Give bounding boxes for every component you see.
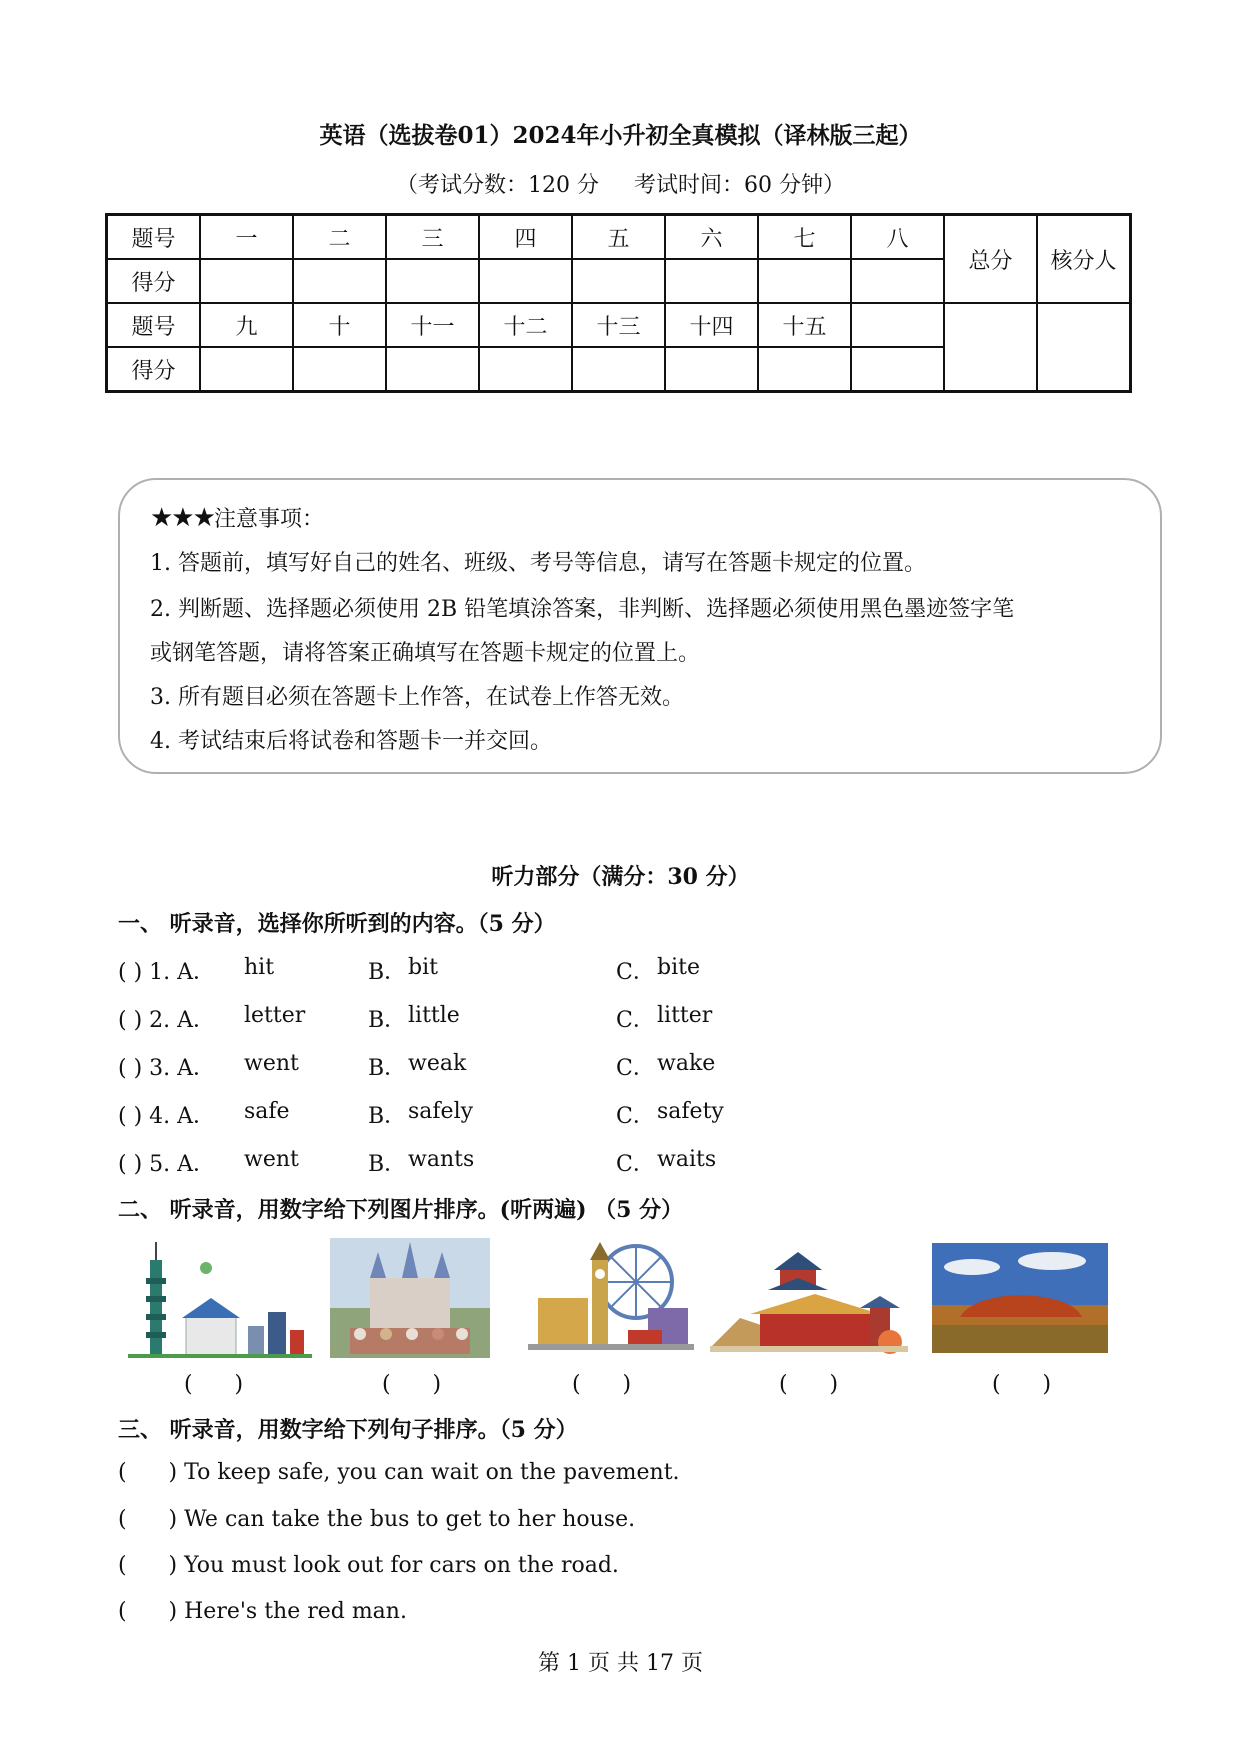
score-cell[interactable] <box>665 347 758 392</box>
option-c-label: C． <box>616 960 655 985</box>
option-b-label: B． <box>368 1104 407 1129</box>
picture-answer-blank[interactable]: ( ) <box>382 1372 442 1397</box>
score-cell[interactable] <box>572 259 665 303</box>
table-cell: 六 <box>665 215 758 260</box>
question-number: ( ) 2. A． <box>118 1008 216 1033</box>
score-cell[interactable] <box>665 259 758 303</box>
option-b-label: B． <box>368 1008 407 1033</box>
option-b[interactable]: little <box>408 1003 460 1028</box>
score-cell[interactable] <box>758 259 851 303</box>
table-cell: 十二 <box>479 303 572 347</box>
table-cell: 十 <box>293 303 386 347</box>
table-cell: 一 <box>200 215 293 260</box>
sentence-item: ( ) You must look out for cars on the road. <box>118 1553 619 1578</box>
disney-castle-image <box>330 1238 490 1358</box>
score-cell[interactable] <box>386 259 479 303</box>
sentence-item: ( ) We can take the bus to get to her house. <box>118 1507 636 1532</box>
notice-item: 3. 所有题目必须在答题卡上作答，在试卷上作答无效。 <box>150 685 684 710</box>
question-number: ( ) 1. A． <box>118 960 216 985</box>
table-row <box>107 303 1131 347</box>
option-c-label: C． <box>616 1008 655 1033</box>
question-number: ( ) 3. A． <box>118 1056 216 1081</box>
part1-heading: 一、 听录音，选择你所听到的内容。（5 分） <box>118 911 556 937</box>
sentence-item: ( ) Here's the red man. <box>118 1599 407 1624</box>
notice-item: 4. 考试结束后将试卷和答题卡一并交回。 <box>150 729 552 754</box>
score-cell[interactable] <box>479 347 572 392</box>
exam-info: （考试分数：120 分 考试时间：60 分钟） <box>396 173 845 198</box>
score-cell[interactable] <box>572 347 665 392</box>
picture-answer-blank[interactable]: ( ) <box>779 1372 839 1397</box>
table-row <box>107 215 1131 260</box>
notice-heading <box>150 502 324 533</box>
option-c[interactable]: litter <box>657 1003 713 1028</box>
table-cell: 四 <box>479 215 572 260</box>
option-c-label: C． <box>616 1104 655 1129</box>
score-cell[interactable] <box>851 259 944 303</box>
option-a[interactable]: went <box>244 1147 299 1172</box>
taipei-skyline-image <box>128 1238 312 1358</box>
option-a[interactable]: went <box>244 1051 299 1076</box>
option-c-label: C． <box>616 1152 655 1177</box>
table-cell: 十一 <box>386 303 479 347</box>
score-table <box>105 213 1132 393</box>
question-number: ( ) 5. A． <box>118 1152 216 1177</box>
table-cell: 五 <box>572 215 665 260</box>
table-cell: 三 <box>386 215 479 260</box>
option-a[interactable]: hit <box>244 955 275 980</box>
option-b[interactable]: bit <box>408 955 438 980</box>
option-b[interactable]: safely <box>408 1099 474 1124</box>
option-c[interactable]: safety <box>657 1099 724 1124</box>
option-b-label: B． <box>368 1152 407 1177</box>
picture-answer-blank[interactable]: ( ) <box>572 1372 632 1397</box>
total-score-cell[interactable] <box>944 303 1037 392</box>
table-cell: 得分 <box>107 259 201 303</box>
picture-answer-blank[interactable]: ( ) <box>184 1372 244 1397</box>
notice-item: 或钢笔答题，请将答案正确填写在答题卡规定的位置上。 <box>150 641 701 666</box>
question-row <box>118 1003 1018 1033</box>
score-cell[interactable] <box>479 259 572 303</box>
question-row <box>118 1099 1018 1129</box>
page-footer: 第 1 页 共 17 页 <box>538 1651 703 1676</box>
table-cell: 十五 <box>758 303 851 347</box>
table-cell: 十四 <box>665 303 758 347</box>
table-cell: 八 <box>851 215 944 260</box>
option-c[interactable]: wake <box>657 1051 716 1076</box>
table-cell: 题号 <box>107 303 201 347</box>
score-cell[interactable] <box>851 347 944 392</box>
section-title: 听力部分（满分：30 分） <box>491 864 750 890</box>
score-cell[interactable] <box>200 347 293 392</box>
score-cell[interactable] <box>386 347 479 392</box>
table-cell: 七 <box>758 215 851 260</box>
checker-header: 核分人 <box>1037 215 1131 304</box>
table-cell: 九 <box>200 303 293 347</box>
beijing-landmarks-image <box>710 1238 908 1358</box>
table-cell: 得分 <box>107 347 201 392</box>
sentence-item: ( ) To keep safe, you can wait on the pavement. <box>118 1460 680 1485</box>
score-cell[interactable] <box>293 347 386 392</box>
option-a[interactable]: safe <box>244 1099 290 1124</box>
table-cell <box>851 303 944 347</box>
table-cell: 题号 <box>107 215 201 260</box>
option-c-label: C． <box>616 1056 655 1081</box>
table-cell: 二 <box>293 215 386 260</box>
page-title: 英语（选拔卷01）2024年小升初全真模拟（译林版三起） <box>319 122 922 149</box>
total-score-header: 总分 <box>944 215 1037 304</box>
part2-heading: 二、 听录音，用数字给下列图片排序。(听两遍) （5 分） <box>118 1197 684 1223</box>
part3-heading: 三、 听录音，用数字给下列句子排序。（5 分） <box>118 1417 578 1443</box>
table-cell: 十三 <box>572 303 665 347</box>
notice-item: 1. 答题前，填写好自己的姓名、班级、考号等信息，请写在答题卡规定的位置。 <box>150 551 926 576</box>
option-b-label: B． <box>368 1056 407 1081</box>
score-cell[interactable] <box>758 347 851 392</box>
score-cell[interactable] <box>200 259 293 303</box>
question-row <box>118 1051 1018 1081</box>
option-b[interactable]: weak <box>408 1051 467 1076</box>
question-row <box>118 955 1018 985</box>
stars-icon: ★★★ <box>150 503 214 533</box>
question-row <box>118 1147 1018 1177</box>
picture-answer-blank[interactable]: ( ) <box>992 1372 1052 1397</box>
option-b[interactable]: wants <box>408 1147 475 1172</box>
london-landmarks-image <box>528 1238 694 1358</box>
notice-heading-text: 注意事项： <box>213 507 324 532</box>
option-c[interactable]: waits <box>657 1147 717 1172</box>
notice-item: 2. 判断题、选择题必须使用 2B 铅笔填涂答案，非判断、选择题必须使用黑色墨迹签字笔 <box>150 597 1015 622</box>
score-cell[interactable] <box>293 259 386 303</box>
option-a[interactable]: letter <box>244 1003 306 1028</box>
checker-cell[interactable] <box>1037 303 1131 392</box>
option-b-label: B． <box>368 960 407 985</box>
notice-box <box>118 478 1162 774</box>
uluru-image <box>932 1238 1108 1358</box>
option-c[interactable]: bite <box>657 955 700 980</box>
question-number: ( ) 4. A． <box>118 1104 216 1129</box>
